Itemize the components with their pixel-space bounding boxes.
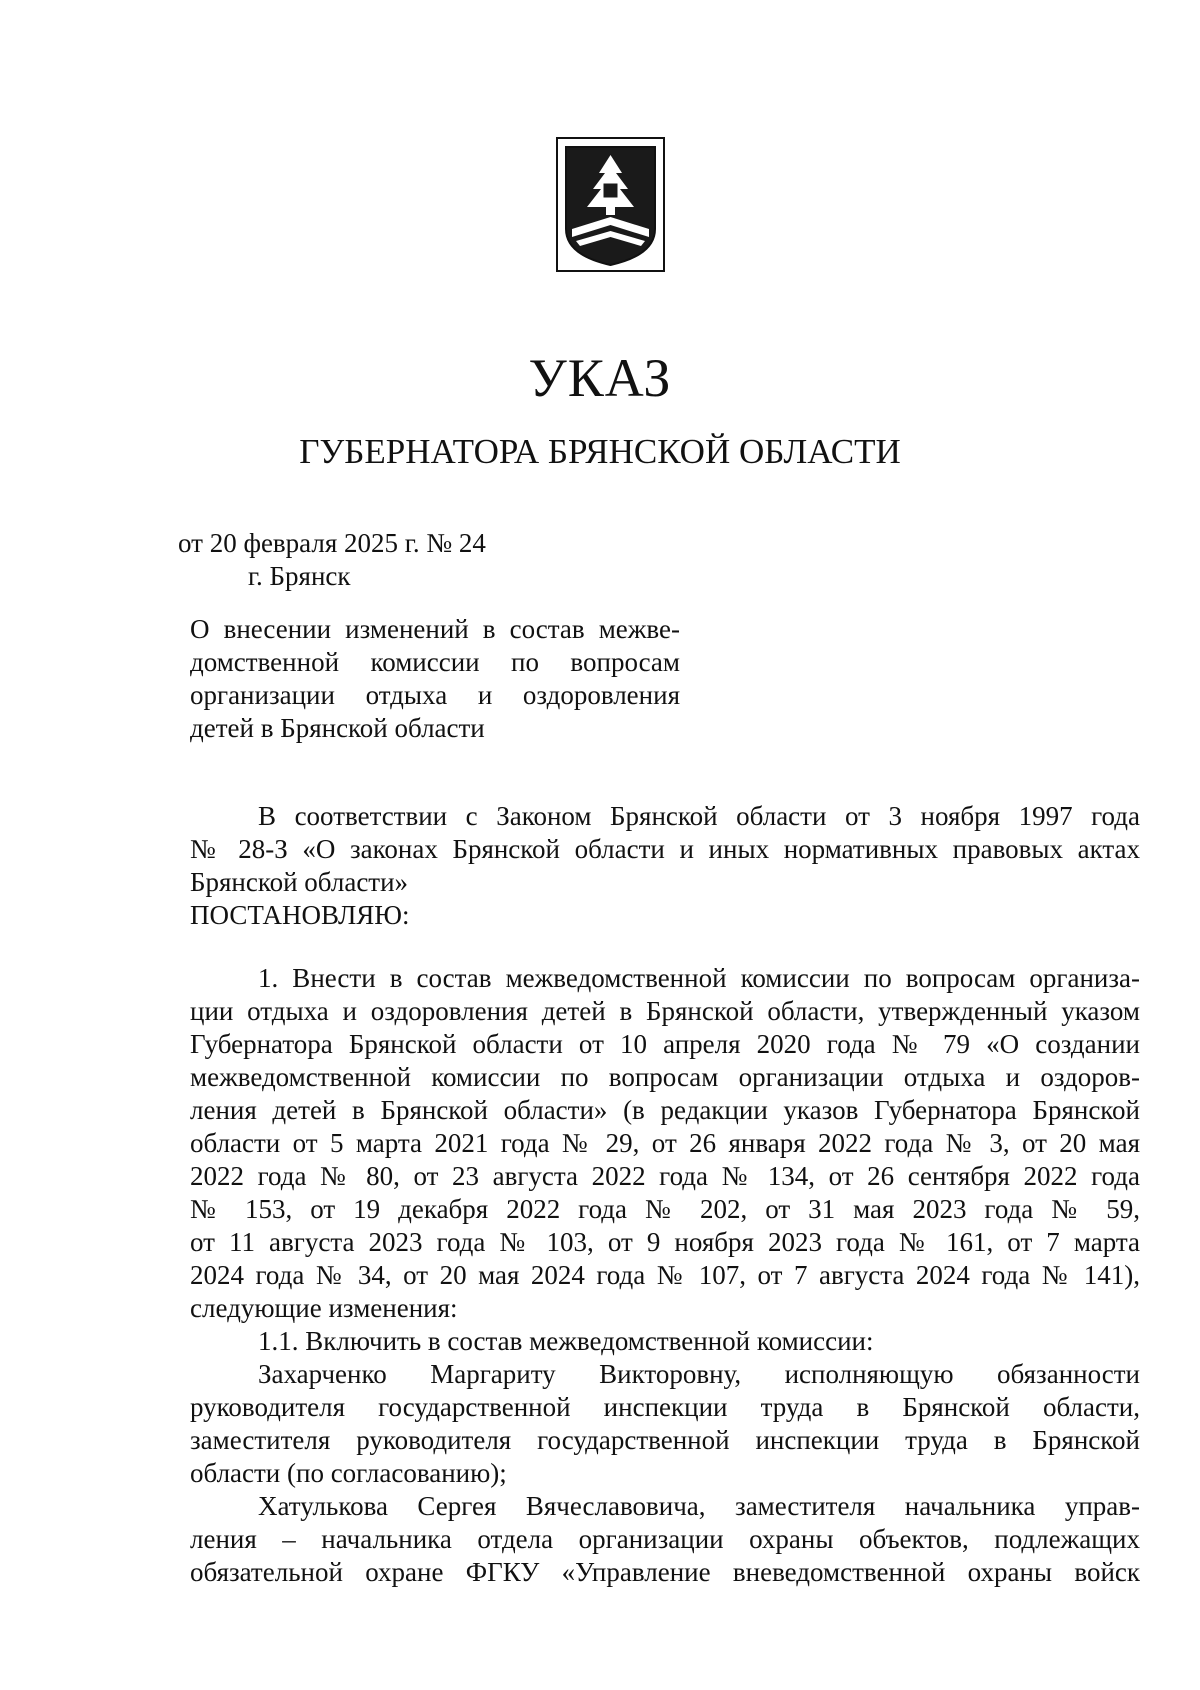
person2-line: ления – начальника отдела организации охраны объектов, подлежащих — [190, 1524, 1140, 1554]
resolve-keyword: ПОСТАНОВЛЯЮ: — [190, 900, 410, 930]
item1-line: № 153, от 19 декабря 2022 года № 202, от 31 мая 2023 года № 59, — [190, 1194, 1140, 1224]
item1-line: 1. Внести в состав межведомственной комиссии по вопросам организа- — [258, 963, 1140, 993]
item1-line: 2024 года № 34, от 20 мая 2024 года № 107, от 7 августа 2024 года № 141), — [190, 1260, 1140, 1290]
person2-line: обязательной охране ФГКУ «Управление вневедомственной охраны войск — [190, 1557, 1140, 1587]
subject-line: организации отдыха и оздоровления — [190, 680, 680, 710]
preamble-line: № 28-З «О законах Брянской области и иных нормативных правовых актах — [190, 834, 1140, 864]
subject-line: домственной комиссии по вопросам — [190, 647, 680, 677]
preamble-line: В соответствии с Законом Брянской области от 3 ноября 1997 года — [258, 801, 1140, 831]
item1-line: 2022 года № 80, от 23 августа 2022 года № 134, от 26 сентября 2022 года — [190, 1161, 1140, 1191]
person2-line: Хатулькова Сергея Вячеславовича, заместителя начальника управ- — [258, 1491, 1140, 1521]
person1-line: области (по согласованию); — [190, 1458, 507, 1488]
paragraph-gap — [190, 932, 1140, 962]
item1-line: от 11 августа 2023 года № 103, от 9 ноября 2023 года № 161, от 7 марта — [190, 1227, 1140, 1257]
decree-date-number: от 20 февраля 2025 г. № 24 — [178, 528, 486, 558]
item1-line: межведомственной комиссии по вопросам организации отдыха и оздоров- — [190, 1062, 1140, 1092]
decree-body — [190, 800, 1140, 1589]
item1-1-heading: 1.1. Включить в состав межведомственной комиссии: — [258, 1326, 874, 1356]
item1-line: ления детей в Брянской области» (в редакции указов Губернатора Брянской — [190, 1095, 1140, 1125]
item1-line: области от 5 марта 2021 года № 29, от 26 января 2022 года № 3, от 20 мая — [190, 1128, 1140, 1158]
subject-line: детей в Брянской области — [190, 713, 485, 743]
item1-line: следующие изменения: — [190, 1293, 458, 1323]
item1-line: Губернатора Брянской области от 10 апреля 2020 года № 79 «О создании — [190, 1029, 1140, 1059]
decree-subject — [190, 613, 680, 745]
coat-of-arms-icon — [556, 137, 665, 272]
person1-line: Захарченко Маргариту Викторовну, исполняющую обязанности — [258, 1359, 1140, 1389]
document-title: УКАЗ — [528, 348, 672, 408]
person1-line: руководителя государственной инспекции труда в Брянской области, — [190, 1392, 1140, 1422]
document-subtitle: ГУБЕРНАТОРА БРЯНСКОЙ ОБЛАСТИ — [299, 432, 901, 471]
decree-city: г. Брянск — [248, 561, 351, 591]
preamble-line: Брянской области» — [190, 867, 409, 897]
subject-line: О внесении изменений в состав межве- — [190, 614, 680, 644]
item1-line: ции отдыха и оздоровления детей в Брянской области, утвержденный указом — [190, 996, 1140, 1026]
person1-line: заместителя руководителя государственной инспекции труда в Брянской — [190, 1425, 1140, 1455]
